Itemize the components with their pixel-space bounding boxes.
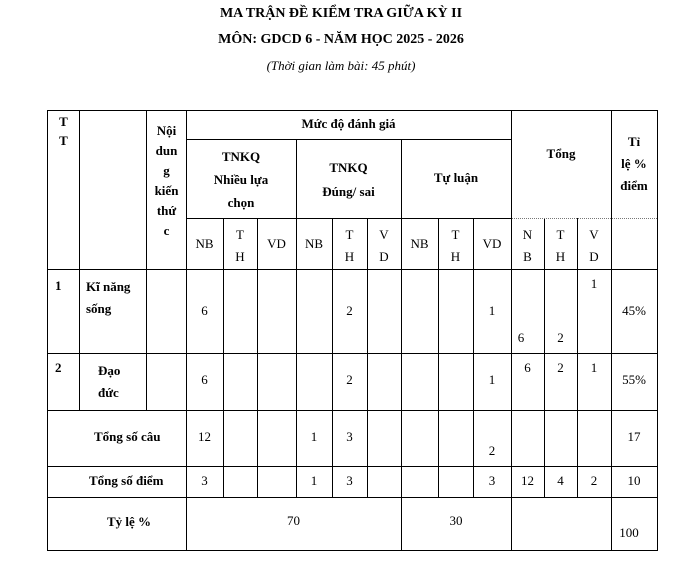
content-header: Nội dun g kiến thứ c bbox=[154, 123, 179, 238]
ratio-label: Tỷ lệ % bbox=[107, 514, 152, 529]
level-nb: NB bbox=[195, 236, 214, 251]
row-2-sum-vd: 1 bbox=[590, 360, 598, 375]
total-score-sum-th: 4 bbox=[557, 473, 564, 488]
total-questions-total: 17 bbox=[627, 429, 641, 444]
tnkq-true-false-header: TNKQ Đúng/ sai bbox=[322, 160, 375, 199]
total-score-mc-nb: 3 bbox=[201, 473, 208, 488]
level-th: T H bbox=[450, 227, 461, 264]
ratio-essay: 30 bbox=[449, 513, 463, 528]
ratio-total: 100 bbox=[619, 525, 639, 540]
total-questions-tf-nb: 1 bbox=[310, 429, 318, 444]
tt-header: T T bbox=[59, 114, 68, 148]
level-nb: NB bbox=[304, 236, 324, 251]
row-1-sum-vd: 1 bbox=[590, 276, 598, 291]
total-score-tf-th: 3 bbox=[346, 473, 353, 488]
page-title: MA TRẬN ĐỀ KIỂM TRA GIỮA KỲ II bbox=[219, 6, 463, 21]
row-1-sum-th: 2 bbox=[557, 330, 564, 345]
row-2-percent: 55% bbox=[622, 372, 646, 387]
total-score-sum-nb: 12 bbox=[521, 473, 534, 488]
row-1-essay-vd: 1 bbox=[488, 303, 496, 318]
row-1-percent: 45% bbox=[622, 303, 646, 318]
tnkq-multiple-choice-header: TNKQ Nhiều lựa chọn bbox=[213, 149, 269, 210]
level-th: T H bbox=[555, 227, 566, 264]
level-vd: V D bbox=[379, 227, 389, 264]
total-questions-essay-vd: 2 bbox=[488, 443, 496, 458]
assessment-level-header: Mức độ đánh giá bbox=[301, 116, 396, 131]
row-1-tf-th: 2 bbox=[346, 303, 353, 318]
essay-header: Tự luận bbox=[433, 170, 479, 185]
row-2-essay-vd: 1 bbox=[488, 372, 496, 387]
row-2-sum-nb: 6 bbox=[524, 360, 531, 375]
total-score-essay-vd: 3 bbox=[488, 473, 496, 488]
level-th: T H bbox=[344, 227, 355, 264]
level-nb: NB bbox=[410, 236, 429, 251]
subject-line: MÔN: GDCD 6 - NĂM HỌC 2025 - 2026 bbox=[218, 32, 464, 47]
total-score-sum-vd: 2 bbox=[590, 473, 598, 488]
time-line: (Thời gian làm bài: 45 phút) bbox=[266, 58, 416, 73]
row-1-tt: 1 bbox=[55, 278, 62, 293]
total-score-tf-nb: 1 bbox=[310, 473, 318, 488]
total-questions-mc-nb: 12 bbox=[198, 429, 211, 444]
total-questions-tf-th: 3 bbox=[346, 429, 353, 444]
level-vd: VD bbox=[267, 236, 286, 251]
row-1-sum-nb: 6 bbox=[517, 330, 525, 345]
row-1-content: Kĩ năng sống bbox=[86, 279, 131, 316]
row-2-mc-nb: 6 bbox=[201, 372, 208, 387]
total-questions-label: Tổng số câu bbox=[94, 429, 161, 444]
level-th: T H bbox=[235, 227, 245, 264]
row-2-content: Đạo đức bbox=[98, 363, 121, 400]
row-2-sum-th: 2 bbox=[557, 360, 564, 375]
level-vd: V D bbox=[589, 227, 599, 264]
level-nb: N B bbox=[522, 227, 533, 264]
row-1-mc-nb: 6 bbox=[201, 303, 208, 318]
row-2-tt: 2 bbox=[55, 360, 62, 375]
total-score-total: 10 bbox=[627, 473, 641, 488]
total-score-label: Tổng số điểm bbox=[89, 473, 164, 488]
ratio-score-header: Tỉ lệ % điểm bbox=[620, 134, 648, 193]
ratio-objective: 70 bbox=[287, 513, 300, 528]
total-header: Tổng bbox=[546, 146, 576, 161]
level-vd: VD bbox=[482, 236, 502, 251]
row-2-tf-th: 2 bbox=[346, 372, 353, 387]
